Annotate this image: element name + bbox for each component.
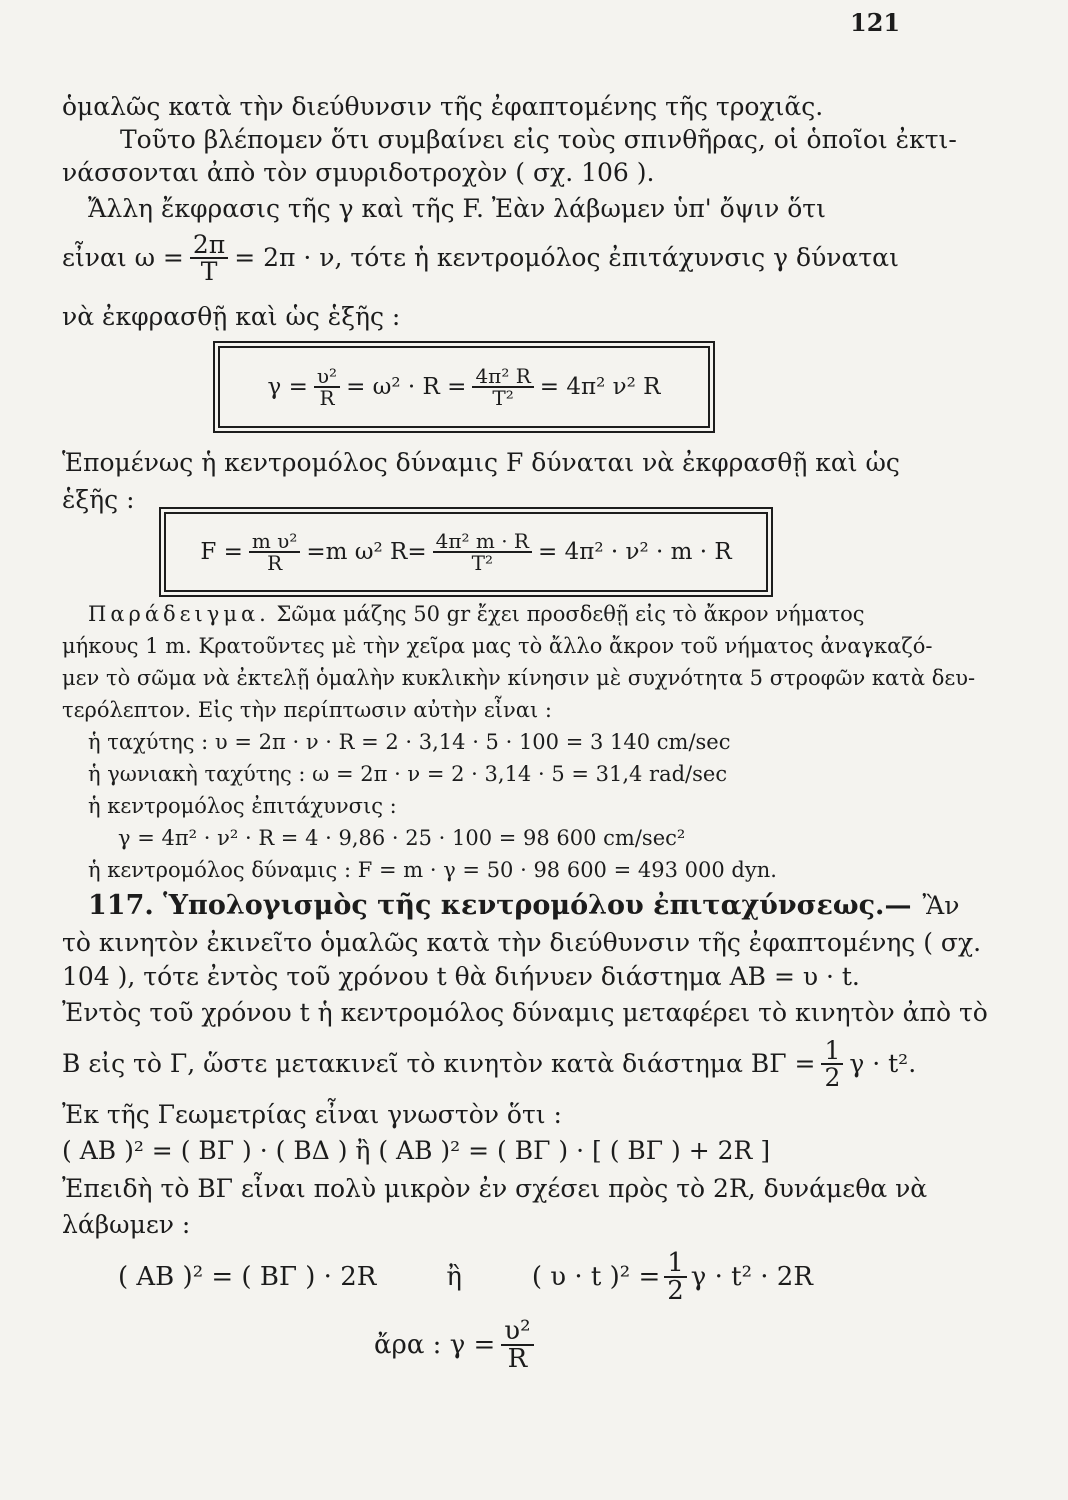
example-line: ἡ γωνιακὴ ταχύτης : ω = 2π · ν = 2 · 3,14 · 5 = 31,4 rad/sec — [88, 762, 728, 786]
formula-part: ( ΑΒ )² = ( ΒΓ ) · 2R — [118, 1262, 377, 1292]
result-equation — [374, 1318, 540, 1372]
text-fragment: = 2π · ν, τότε ἡ κεντρομόλος ἐπιτάχυνσις γ δύναται — [234, 243, 899, 272]
section-heading-line — [88, 890, 959, 921]
example-line: ἡ κεντρομόλος δύναμις : F = m · γ = 50 · 98 600 = 493 000 dyn. — [88, 858, 777, 882]
geometry-equation: ( ΑΒ )² = ( ΒΓ ) · ( ΒΔ ) ἢ ( ΑΒ )² = ( ΒΓ ) · [ ( ΒΓ ) + 2R ] — [62, 1136, 771, 1165]
fraction — [190, 232, 228, 284]
fraction — [472, 366, 533, 408]
fraction — [821, 1038, 843, 1090]
text-line: Τοῦτο βλέπομεν ὅτι συμβαίνει εἰς τοὺς σπινθῆρας, οἱ ὁποῖοι ἐκτι- — [120, 125, 957, 154]
formula-part: F = — [200, 539, 243, 565]
formula-part: = ω² · R = — [346, 374, 467, 400]
fraction-denominator: 2 — [664, 1276, 687, 1304]
formula-part: γ · t² · 2R — [690, 1262, 813, 1292]
text-line: Ἐντὸς τοῦ χρόνου t ἡ κεντρομόλος δύναμις μεταφέρει τὸ κινητὸν ἀπὸ τὸ — [62, 998, 988, 1027]
example-line: ἡ κεντρομόλος ἐπιτάχυνσις : — [88, 794, 397, 818]
text-line: Ἄλλη ἔκφρασις τῆς γ καὶ τῆς F. Ἐὰν λάβωμεν ὑπ' ὄψιν ὅτι — [88, 194, 826, 223]
fraction-numerator: 4π² m · R — [435, 529, 529, 553]
example-line: τερόλεπτον. Εἰς τὴν περίπτωσιν αὐτὴν εἶναι : — [62, 698, 552, 722]
text-fragment: εἶναι ω = — [62, 243, 184, 272]
formula-part: = 4π² ν² R — [539, 374, 661, 400]
text-fragment: γ · t². — [849, 1049, 917, 1078]
fraction-denominator: 2 — [821, 1063, 843, 1090]
example-line: γ = 4π² · ν² · R = 4 · 9,86 · 25 · 100 = 98 600 cm/sec² — [118, 826, 686, 850]
text-line: νὰ ἐκφρασθῇ καὶ ὡς ἑξῆς : — [62, 302, 401, 331]
fraction — [249, 531, 301, 573]
example-line: μήκους 1 m. Κρατοῦντες μὲ τὴν χεῖρα μας τὸ ἄλλο ἄκρον τοῦ νήματος ἀναγκαζό- — [62, 634, 933, 658]
formula-part: =m ω² R= — [306, 539, 427, 565]
text-line: Ἐπειδὴ τὸ ΒΓ εἶναι πολὺ μικρὸν ἐν σχέσει πρὸς τὸ 2R, δυνάμεθα νὰ — [62, 1174, 928, 1203]
text-line: λάβωμεν : — [62, 1210, 191, 1239]
omega-formula-line — [62, 232, 899, 284]
fraction-denominator: R — [249, 551, 301, 573]
fraction-numerator: υ² — [316, 364, 338, 388]
fraction-numerator: m υ² — [251, 529, 298, 553]
fraction-denominator: T² — [472, 386, 533, 408]
formula-part: ἄρα : γ = — [374, 1330, 496, 1360]
example-line: μεν τὸ σῶμα νὰ ἐκτελῇ ὁμαλὴν κυκλικὴν κίνησιν μὲ συχνότητα 5 στροφῶν κατὰ δευ- — [62, 666, 976, 690]
text-fragment: Σῶμα μάζης 50 gr ἔχει προσδεθῇ εἰς τὸ ἄκρον νήματος — [276, 602, 865, 626]
fraction-numerator: 1 — [824, 1036, 841, 1065]
text-line: 104 ), τότε ἐντὸς τοῦ χρόνου t θὰ διήνυεν διάστημα AB = υ · t. — [62, 962, 860, 991]
formula-part: ἢ — [446, 1262, 462, 1292]
text-fragment: B εἰς τὸ Γ, ὥστε μετακινεῖ τὸ κινητὸν κατὰ διάστημα ΒΓ = — [62, 1049, 816, 1078]
text-fragment: Ἂν — [922, 891, 960, 920]
formula-part: γ = — [267, 374, 308, 400]
text-line: Ἑπομένως ἡ κεντρομόλος δύναμις F δύναται νὰ ἐκφρασθῇ καὶ ὡς — [62, 448, 900, 477]
derivation-equation — [118, 1250, 813, 1304]
text-line: νάσσονται ἀπὸ τὸν σμυριδοτροχὸν ( σχ. 106 ). — [62, 158, 655, 187]
fraction-numerator: 2π — [192, 230, 226, 259]
force-formula-box — [164, 512, 768, 592]
displacement-line — [62, 1038, 916, 1090]
text-line: ὁμαλῶς κατὰ τὴν διεύθυνσιν τῆς ἐφαπτομένης τῆς τροχιᾶς. — [62, 92, 824, 121]
fraction — [314, 366, 340, 408]
fraction-denominator: T² — [433, 551, 532, 573]
page-number: 121 — [850, 8, 901, 37]
fraction-numerator: 4π² R — [475, 364, 531, 388]
fraction-denominator: R — [314, 386, 340, 408]
fraction-numerator: 1 — [667, 1248, 684, 1278]
example-line — [88, 601, 865, 627]
fraction-denominator: R — [501, 1344, 533, 1372]
fraction-denominator: T — [190, 257, 228, 284]
formula-part: = 4π² · ν² · m · R — [537, 539, 732, 565]
formula-part: ( υ · t )² = — [531, 1262, 661, 1292]
fraction-numerator: υ² — [504, 1316, 531, 1346]
text-line: τὸ κινητὸν ἐκινεῖτο ὁμαλῶς κατὰ τὴν διεύθυνσιν τῆς ἐφαπτομένης ( σχ. — [62, 928, 982, 957]
example-line: ἡ ταχύτης : υ = 2π · ν · R = 2 · 3,14 · 5 · 100 = 3 140 cm/sec — [88, 730, 731, 754]
section-heading: 117. Ὑπολογισμὸς τῆς κεντρομόλου ἐπιταχύνσεως.— — [88, 890, 912, 921]
fraction — [501, 1318, 533, 1372]
example-label: Παράδειγμα. — [88, 602, 270, 626]
fraction — [664, 1250, 687, 1304]
text-line: Ἐκ τῆς Γεωμετρίας εἶναι γνωστὸν ὅτι : — [62, 1100, 562, 1129]
acceleration-formula-box — [218, 346, 710, 428]
fraction — [433, 531, 532, 573]
text-line: ἑξῆς : — [62, 485, 135, 514]
